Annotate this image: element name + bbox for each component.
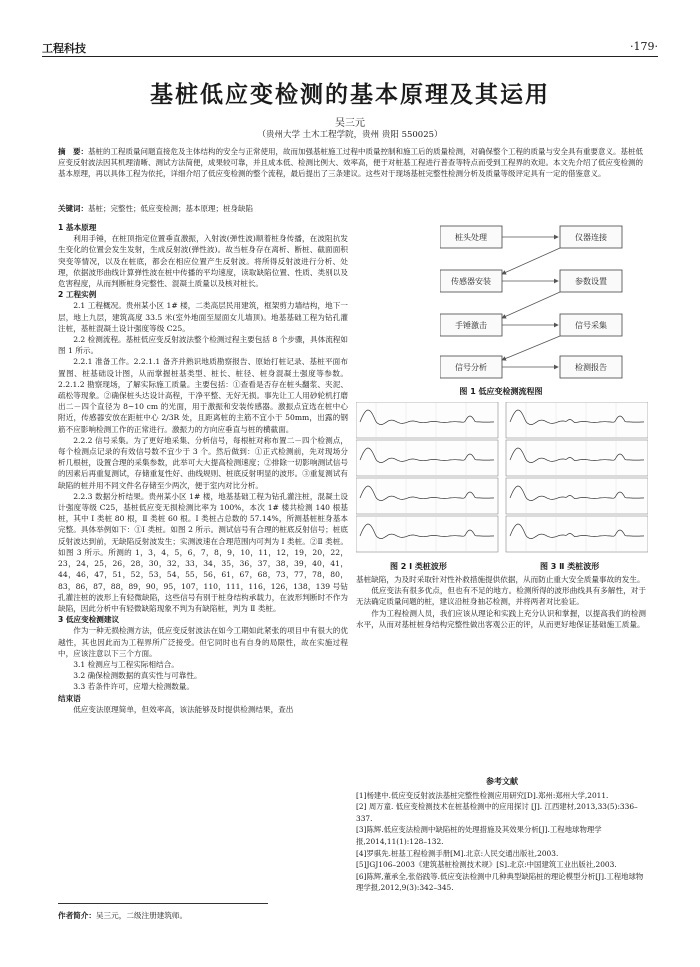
reference-item: [1]杨建中.低应变反射波法基桩完整性检测应用研究[D].郑州:郑州大学,2011. bbox=[356, 790, 609, 800]
figure-1-caption: 图 1 低应变检测流程图 bbox=[459, 387, 543, 396]
figure-2-caption: 图 2 Ⅰ 类桩波形 bbox=[390, 562, 447, 571]
waveform-figures bbox=[356, 402, 648, 554]
references-title: 参考文献 bbox=[486, 777, 518, 786]
paragraph: 低应变法有很多优点，但也有不足的地方。检测所得的波形曲线具有多解性，对于无法确定质量问题的桩，建议沿桩身抽芯检测，并将两者对比验证。 bbox=[356, 586, 646, 607]
keywords bbox=[58, 203, 253, 214]
flow-arrow bbox=[502, 248, 560, 274]
flowchart-figure bbox=[440, 222, 650, 382]
author-note-text: 吴三元，二级注册建筑师。 bbox=[95, 911, 188, 920]
list-item: 3.2 确保检测数据的真实性与可靠性。 bbox=[73, 671, 202, 681]
paragraph: 作为工程检测人员，我们应该从理论和实践上充分认识和掌握，以提高我们的检测水平，从而对基桩桩身结构完整性做出客观公正的评，从而更好地保证基础施工质量。 bbox=[356, 608, 646, 629]
flow-label: 手锤激击 bbox=[455, 321, 487, 330]
section-3-title: 3 低应变检测建议 bbox=[58, 615, 120, 625]
paragraph: 利用手锤，在桩顶指定位置垂直激振，入射波(弹性波)顺着桩身传播，在波阻抗发生变化的位置会发生发射，生成反射波(弹性波)。故当桩身存在离析、断桩、截面面积突变等情况，以及在桩底，都会在相应位置产生反射波。将所得反射波进行分析、处理，依据波形曲线计算弹性波在桩中传播的平均速度，读取缺陷位置、性质、类别以及危害程度，从而判断桩身完整性、混凝土质量以及核对桩长。 bbox=[58, 234, 348, 289]
paragraph: 2.2.2 信号采集。为了更好地采集、分析信号，每根桩对称布置二－四个检测点，每个检测点记录的有效信号数不宜少于 3 个。然后做到：①正式检测前，先对现场分析几根桩，设置合理的采集参数，此举可大大提高检测速度；②排除一切影响测试信号的因素后再重复测试，存储重复性好、曲线规则、桩底反射明显的波形。③重复测试有缺陷的桩并用不同文件名存储至少两次，便于室内对比分析。 bbox=[58, 435, 348, 490]
flow-label: 信号采集 bbox=[575, 321, 607, 330]
flow-label: 传感器安装 bbox=[451, 277, 491, 286]
flow-arrow bbox=[502, 292, 560, 318]
affiliation: （贵州大学 土木工程学院，贵州 贵阳 550025） bbox=[257, 130, 443, 140]
reference-item: [3]陈辉.低应变法检测中缺陷桩的处理措施及其效果分析[J].工程地球物理学报,2014,11(1):128–132. bbox=[356, 825, 602, 846]
abstract-text: 基桩的工程质量问题直接危及主体结构的安全与正常使用，故而加强基桩施工过程中质量控制和施工后的质量检测，对确保整个工程的质量与安全具有重要意义。基桩低应变反射波法因其机理清晰、测试方法简便，成果较可靠，并且成本低、检测比例大、效率高，便于对桩基工程进行普查等特点而受到工程界的欢迎。本文先介绍了低应变检测的基本原理，再以具体工程为依托，详细介绍了低应变检测的整个流程，最后提出了三条建议。这些对于现场基桩完整性检测分析及质量等级评定具有一定的借鉴意义。 bbox=[58, 147, 643, 179]
abstract-label: 摘 要： bbox=[58, 147, 88, 156]
author: 吴三元 bbox=[335, 118, 365, 129]
references bbox=[356, 776, 648, 894]
right-column bbox=[356, 574, 646, 630]
abstract bbox=[58, 146, 643, 180]
reference-item: [6]陈辉,董承全,张俗践等.低应变法检测中几种典型缺陷桩的理论模型分析[J].工程地球物理学报,2012,9(3):342–345. bbox=[356, 871, 644, 893]
paragraph: 2.2 检测流程。基桩低应变反射波法整个检测过程主要包括 8 个步骤，具体流程如图 1 所示。 bbox=[58, 335, 348, 356]
flow-label: 桩头处理 bbox=[455, 233, 487, 242]
reference-item: [4]罗骐先.桩基工程检测手册[M].北京:人民交通出版社,2003. bbox=[356, 848, 559, 858]
flow-label: 仪器连接 bbox=[575, 233, 607, 242]
paragraph: 2.1 工程概况。贵州某小区 1# 楼，二类高层民用建筑，框架剪力墙结构，地下一层，地上九层，建筑高度 33.5 米(室外地面至屋面女儿墙顶)。地基基础工程为钻孔灌注桩，基桩混凝土设计强度等级 C25。 bbox=[58, 301, 348, 333]
section-1-title: 1 基本原理 bbox=[58, 223, 97, 232]
paragraph: 2.2.1 准备工作。2.2.1.1 备齐并熟识地质勘察报告、原始打桩记录、基桩平面布置图、桩基础设计图，从而掌握桩基类型、桩长、桩径、桩身混凝土强度等参数。2.2.1.2 勘察现场，了解实际施工质量。主要包括：①查看是否存在桩头翻浆、夹泥、疏松等现象。②确保桩头达设计高程，干净平整、无好无损。事先让工人用砂轮机打磨出二－四个直径为 8~10 cm 的光面，用于激振和安装传感器。激振点宜选在桩中心附近，传感器安放在距桩中心 2/3R 处，且距离桩的主筋不宜小于 50mm，出露的钢筋不应影响检测工作的正常进行。激振力的方向应垂直与桩的横截面。 bbox=[58, 357, 348, 434]
flow-label: 参数设置 bbox=[575, 277, 607, 286]
flow-arrow bbox=[502, 336, 560, 360]
paragraph: 2.2.3 数据分析结果。贵州某小区 1# 楼，地基基础工程为钻孔灌注桩，混凝土设计强度等级 C25，基桩低应变无损检测比率为 100%，本次 1# 楼共检测 140 根基桩，其中 Ⅰ 类桩 80 根，Ⅱ 类桩 60 根。Ⅰ 类桩占总数的 57.14%，所测基桩桩身基本完整。具体举例如下：①Ⅰ 类桩。如图 2 所示。测试信号有合理的桩底反射信号；桩底反射波达到前，无缺陷反射波发生；实测波速在合理范围内可判为 Ⅰ 类桩。②Ⅱ 类桩。如图 3 所示。所测的 1，3，4，5，6，7，8，9，10，11，12，19，20，22，23，24，25，26，28，30，32，33，34，35，36，37，38，39，40，41，44，46，47，51，52，53，54，55，56，61，67，68，73，77，78，80，83，86，87，88，89，90，95，107，110，111，116，126，138，139 号钻孔灌注桩的波形上有轻微缺陷，这些信号有别于桩身结构承载力，在波形判断时不作为缺陷，因此分析中有轻微缺陷现象不判为有缺陷桩，判为 Ⅱ 类桩。 bbox=[58, 491, 348, 613]
footnote-rule bbox=[58, 903, 268, 904]
keywords-text: 基桩；完整性；低应变检测；基本原理；桩身缺陷 bbox=[88, 204, 253, 213]
running-header bbox=[42, 40, 658, 57]
reference-item: [5]JGJ106–2003《建筑基桩检测技术规》[S].北京:中国建筑工业出版社,2003. bbox=[356, 860, 617, 870]
author-note-label: 作者简介： bbox=[58, 911, 96, 920]
paragraph: 低应变法原理简单，但效率高，该法能够及时提供检测结果，查出 bbox=[73, 704, 294, 714]
section-2-title: 2 工程实例 bbox=[58, 290, 97, 300]
keywords-label: 关键词： bbox=[58, 204, 88, 213]
left-column bbox=[58, 222, 348, 715]
author-note bbox=[58, 910, 187, 921]
paragraph: 基桩缺陷，为及时采取针对性补救措施提供依据，从而防止重大安全质量事故的发生。 bbox=[356, 575, 645, 584]
conclusion-title: 结束语 bbox=[58, 693, 81, 703]
paragraph: 作为一种无损检测方法，低应变反射波法在如今工期如此紧张的项目中有很大的优越性，其也因此而为工程界所广泛接受。但它同时也有自身的局限性，故在实施过程中，应该注意以下三个方面。 bbox=[58, 626, 348, 658]
page-number: ·179· bbox=[630, 40, 658, 53]
flow-label: 检测报告 bbox=[575, 363, 607, 372]
journal-name: 工程科技 bbox=[42, 42, 86, 55]
list-item: 3.1 检测应与工程实际相结合。 bbox=[73, 659, 179, 669]
flow-label: 信号分析 bbox=[455, 363, 487, 372]
figure-3-caption: 图 3 Ⅱ 类桩波形 bbox=[540, 562, 600, 571]
paper-title: 基桩低应变检测的基本原理及其运用 bbox=[150, 81, 550, 108]
list-item: 3.3 若条件许可，应增大检测数量。 bbox=[73, 682, 194, 692]
reference-item: [2] 周万童. 低应变检测技术在桩基检测中的应用探讨 [J]. 江西建材,2013,33(5):336–337. bbox=[356, 802, 638, 823]
